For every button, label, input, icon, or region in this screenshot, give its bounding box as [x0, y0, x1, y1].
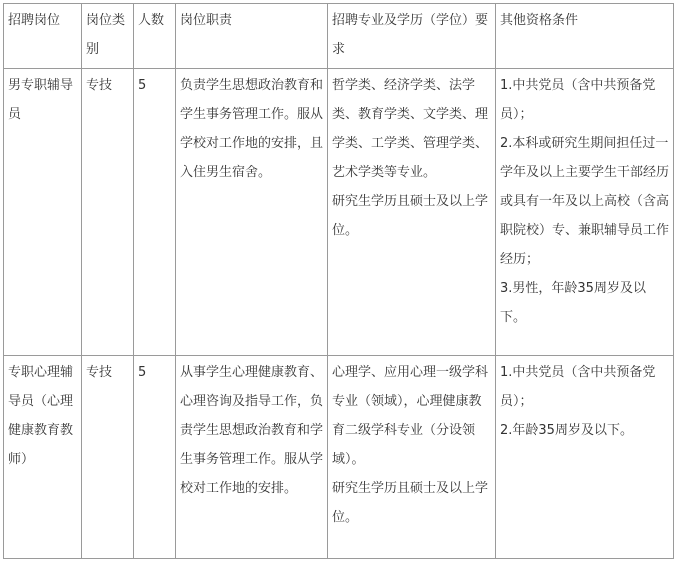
- major-text: 哲学类、经济学类、法学类、教育学类、文学类、理学类、工学类、管理学类、艺术学类等专业。: [332, 78, 489, 180]
- row-major: [328, 356, 496, 559]
- row-position: 男专职辅导员: [4, 69, 82, 356]
- header-count: 人数: [134, 4, 176, 69]
- condition-item: 1.中共党员（含中共预备党员）；: [500, 78, 656, 122]
- row-conditions: [496, 69, 674, 356]
- header-duties: 岗位职责: [176, 4, 328, 69]
- row-duties: 负责学生思想政治教育和学生事务管理工作。服从学校对工作地的安排，且入住男生宿舍。: [176, 69, 328, 356]
- degree-text: 研究生学历且硕士及以上学位。: [332, 481, 489, 525]
- row-conditions: [496, 356, 674, 559]
- row-major: [328, 69, 496, 356]
- row-count: 5: [134, 69, 176, 356]
- row-count: 5: [134, 356, 176, 559]
- header-major: 招聘专业及学历（学位）要求: [328, 4, 496, 69]
- condition-item: 2.年龄35周岁及以下。: [500, 423, 633, 438]
- table-row: [4, 356, 674, 559]
- row-duties: 从事学生心理健康教育、心理咨询及指导工作，负责学生思想政治教育和学生事务管理工作。服从学校对工作地的安排。: [176, 356, 328, 559]
- row-category: 专技: [82, 356, 134, 559]
- table-row: [4, 69, 674, 356]
- condition-item: 2.本科或研究生期间担任过一学年及以上主要学生干部经历或具有一年及以上高校（含高职院校）专、兼职辅导员工作经历；: [500, 136, 670, 267]
- header-category: 岗位类别: [82, 4, 134, 69]
- degree-text: 研究生学历且硕士及以上学位。: [332, 194, 489, 238]
- major-text: 心理学、应用心理一级学科专业（领域），心理健康教育二级学科专业（分设领域）。: [332, 365, 489, 467]
- header-conditions: 其他资格条件: [496, 4, 674, 69]
- condition-item: 1.中共党员（含中共预备党员）；: [500, 365, 656, 409]
- condition-item: 3.男性，年龄35周岁及以下。: [500, 281, 646, 325]
- table-header-row: [4, 4, 674, 69]
- header-position: 招聘岗位: [4, 4, 82, 69]
- recruitment-table: [3, 3, 674, 559]
- row-position: 专职心理辅导员（心理健康教育教师）: [4, 356, 82, 559]
- row-category: 专技: [82, 69, 134, 356]
